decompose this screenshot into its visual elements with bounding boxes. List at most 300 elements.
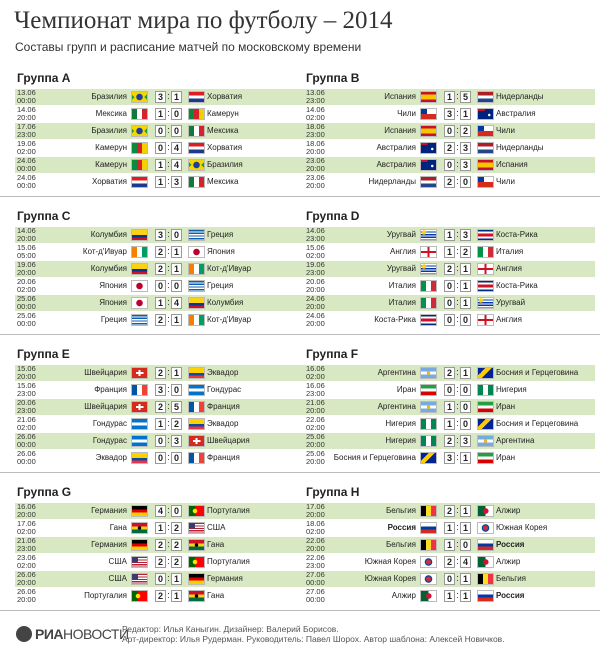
- mexico-flag-icon: [188, 125, 205, 137]
- group-block: [304, 485, 595, 605]
- home-team: Хорватия: [91, 177, 127, 186]
- match-date: 22.06: [306, 553, 325, 562]
- greece-flag-icon: [188, 280, 205, 292]
- match-row: [15, 295, 306, 311]
- honduras-flag-icon: [188, 384, 205, 396]
- spain-flag-icon: [477, 159, 494, 171]
- match-list: [304, 365, 595, 466]
- match-time: 20:00: [17, 577, 36, 587]
- score-separator: :: [456, 297, 459, 307]
- netherlands-flag-icon: [477, 142, 494, 154]
- score-separator: :: [167, 142, 170, 152]
- home-goals: 4: [155, 505, 166, 517]
- score-separator: :: [456, 91, 459, 101]
- match-row: [304, 588, 595, 604]
- greece-flag-icon: [188, 229, 205, 241]
- match-time: 23:00: [17, 405, 36, 415]
- match-time: 00:00: [17, 163, 36, 173]
- match-date: 24.06: [17, 173, 36, 182]
- match-date: 26.06: [17, 587, 36, 596]
- page-subtitle: Составы групп и расписание матчей по московскому времени: [15, 40, 362, 54]
- away-team: Португалия: [207, 557, 250, 566]
- home-goals: 1: [155, 176, 166, 188]
- argentina-flag-icon: [477, 435, 494, 447]
- match-list: [15, 503, 306, 604]
- match-list: [15, 89, 306, 190]
- section-divider: [0, 334, 600, 335]
- uruguay-flag-icon: [420, 263, 437, 275]
- match-time: 20:00: [306, 301, 325, 311]
- match-row: [15, 450, 306, 466]
- match-time: 05:00: [17, 250, 36, 260]
- home-goals: 3: [444, 108, 455, 120]
- match-date: 24.06: [17, 156, 36, 165]
- group-block: [15, 209, 306, 329]
- score-separator: :: [456, 590, 459, 600]
- match-list: [304, 503, 595, 604]
- home-team: Алжир: [391, 591, 416, 600]
- home-team: США: [108, 557, 127, 566]
- home-goals: 1: [155, 418, 166, 430]
- away-goals: 4: [171, 297, 182, 309]
- greece-flag-icon: [131, 314, 148, 326]
- away-team: Бельгия: [496, 574, 526, 583]
- home-goals: 1: [444, 522, 455, 534]
- away-team: Эквадор: [207, 368, 239, 377]
- match-date: 17.06: [306, 502, 325, 511]
- uruguay-flag-icon: [477, 297, 494, 309]
- match-date: 14.06: [17, 226, 36, 235]
- ecuador-flag-icon: [188, 367, 205, 379]
- score-separator: :: [456, 384, 459, 394]
- score-separator: :: [456, 280, 459, 290]
- match-time: 02:00: [17, 422, 36, 432]
- match-row: [304, 503, 595, 519]
- match-date: 22.06: [306, 415, 325, 424]
- home-goals: 3: [444, 452, 455, 464]
- home-team: Франция: [94, 385, 127, 394]
- match-date: 21.06: [17, 536, 36, 545]
- brazil-flag-icon: [188, 159, 205, 171]
- russia-flag-icon: [420, 522, 437, 534]
- south-korea-flag-icon: [420, 556, 437, 568]
- away-goals: 0: [171, 452, 182, 464]
- score-separator: :: [167, 367, 170, 377]
- away-goals: 1: [460, 505, 471, 517]
- home-team: Швейцария: [84, 368, 127, 377]
- match-date: 14.06: [306, 105, 325, 114]
- score-separator: :: [456, 125, 459, 135]
- away-goals: 1: [171, 590, 182, 602]
- match-date: 20.06: [17, 398, 36, 407]
- away-goals: 1: [460, 522, 471, 534]
- away-team: Гондурас: [207, 385, 242, 394]
- home-goals: 2: [444, 435, 455, 447]
- score-separator: :: [167, 522, 170, 532]
- match-date: 22.06: [306, 536, 325, 545]
- away-goals: 0: [460, 314, 471, 326]
- credits: [122, 624, 505, 644]
- japan-flag-icon: [131, 297, 148, 309]
- spain-flag-icon: [420, 125, 437, 137]
- match-time: 00:00: [17, 180, 36, 190]
- score-separator: :: [456, 314, 459, 324]
- match-time: 00:00: [17, 456, 36, 466]
- home-team: Германия: [91, 540, 127, 549]
- chile-flag-icon: [477, 176, 494, 188]
- match-time: 20:00: [17, 112, 36, 122]
- match-date: 16.06: [306, 381, 325, 390]
- away-team: Россия: [496, 540, 525, 549]
- group-block: [304, 209, 595, 329]
- home-team: Италия: [388, 281, 416, 290]
- switzerland-flag-icon: [131, 367, 148, 379]
- cameroon-flag-icon: [131, 159, 148, 171]
- argentina-flag-icon: [420, 367, 437, 379]
- match-date: 25.06: [306, 432, 325, 441]
- cameroon-flag-icon: [131, 142, 148, 154]
- match-time: 20:00: [306, 405, 325, 415]
- south-korea-flag-icon: [420, 573, 437, 585]
- match-row: [304, 278, 595, 294]
- match-date: 26.06: [17, 449, 36, 458]
- away-goals: 1: [171, 91, 182, 103]
- england-flag-icon: [477, 314, 494, 326]
- match-date: 21.06: [17, 415, 36, 424]
- match-row: [15, 571, 306, 587]
- away-goals: 1: [171, 573, 182, 585]
- iran-flag-icon: [477, 401, 494, 413]
- home-team: Швейцария: [84, 402, 127, 411]
- group-title: Группа H: [306, 485, 360, 499]
- away-team: США: [207, 523, 226, 532]
- match-time: 02:00: [306, 112, 325, 122]
- match-date: 15.06: [17, 243, 36, 252]
- nigeria-flag-icon: [477, 384, 494, 396]
- away-goals: 0: [171, 229, 182, 241]
- home-team: Нидерланды: [368, 177, 416, 186]
- score-separator: :: [456, 435, 459, 445]
- match-date: 26.06: [17, 570, 36, 579]
- home-goals: 1: [155, 297, 166, 309]
- away-goals: 3: [460, 159, 471, 171]
- group-block: [304, 71, 595, 191]
- score-separator: :: [167, 125, 170, 135]
- away-team: Швейцария: [207, 436, 250, 445]
- australia-flag-icon: [420, 142, 437, 154]
- match-date: 23.06: [306, 156, 325, 165]
- home-team: Коста-Рика: [374, 315, 416, 324]
- match-time: 23:00: [17, 129, 36, 139]
- home-goals: 2: [155, 314, 166, 326]
- page-title: Чемпионат мира по футболу – 2014: [14, 7, 393, 34]
- away-goals: 3: [460, 142, 471, 154]
- home-goals: 3: [155, 384, 166, 396]
- home-team: Иран: [396, 385, 416, 394]
- switzerland-flag-icon: [131, 401, 148, 413]
- match-row: [15, 382, 306, 398]
- score-separator: :: [456, 556, 459, 566]
- australia-flag-icon: [477, 108, 494, 120]
- honduras-flag-icon: [131, 418, 148, 430]
- score-separator: :: [167, 176, 170, 186]
- australia-flag-icon: [420, 159, 437, 171]
- away-goals: 0: [460, 418, 471, 430]
- match-time: 20:00: [17, 371, 36, 381]
- home-team: США: [108, 574, 127, 583]
- match-list: [15, 365, 306, 466]
- score-separator: :: [167, 556, 170, 566]
- home-goals: 2: [155, 263, 166, 275]
- away-goals: 0: [460, 539, 471, 551]
- home-goals: 0: [155, 125, 166, 137]
- home-team: Босния и Герцеговина: [333, 453, 416, 462]
- group-block: [15, 347, 306, 467]
- match-row: [15, 123, 306, 139]
- match-date: 15.06: [17, 364, 36, 373]
- match-time: 00:00: [306, 594, 325, 604]
- chile-flag-icon: [477, 125, 494, 137]
- footer: [16, 622, 586, 644]
- section-divider: [0, 610, 600, 611]
- score-separator: :: [167, 590, 170, 600]
- home-goals: 2: [444, 263, 455, 275]
- score-separator: :: [167, 297, 170, 307]
- away-team: Япония: [207, 247, 235, 256]
- match-time: 20:00: [17, 267, 36, 277]
- away-goals: 1: [171, 314, 182, 326]
- away-goals: 1: [460, 367, 471, 379]
- match-date: 18.06: [306, 519, 325, 528]
- match-row: [304, 106, 595, 122]
- match-date: 23.06: [17, 553, 36, 562]
- home-goals: 0: [444, 384, 455, 396]
- germany-flag-icon: [188, 573, 205, 585]
- home-team: Гондурас: [92, 419, 127, 428]
- croatia-flag-icon: [131, 176, 148, 188]
- away-team: Иран: [496, 402, 516, 411]
- match-row: [15, 174, 306, 190]
- away-goals: 3: [171, 435, 182, 447]
- home-team: Япония: [99, 281, 127, 290]
- away-goals: 0: [171, 125, 182, 137]
- home-team: Бразилия: [91, 126, 127, 135]
- match-time: 00:00: [17, 301, 36, 311]
- score-separator: :: [456, 505, 459, 515]
- ria-novosti-logo: [16, 626, 129, 642]
- match-list: [15, 227, 306, 328]
- score-separator: :: [456, 229, 459, 239]
- away-team: Нигерия: [496, 385, 527, 394]
- match-row: [304, 89, 595, 105]
- home-goals: 1: [444, 539, 455, 551]
- away-goals: 2: [171, 539, 182, 551]
- spain-flag-icon: [420, 91, 437, 103]
- away-team: Италия: [496, 247, 524, 256]
- match-time: 20:00: [306, 509, 325, 519]
- home-goals: 0: [444, 159, 455, 171]
- home-goals: 0: [444, 297, 455, 309]
- away-team: Нидерланды: [496, 143, 544, 152]
- match-row: [15, 140, 306, 156]
- home-team: Мексика: [95, 109, 127, 118]
- away-team: Англия: [496, 264, 522, 273]
- section-divider: [0, 472, 600, 473]
- home-goals: 1: [444, 590, 455, 602]
- match-date: 24.06: [306, 294, 325, 303]
- match-time: 00:00: [17, 439, 36, 449]
- match-row: [304, 520, 595, 536]
- home-goals: 2: [155, 246, 166, 258]
- group-title: Группа A: [17, 71, 71, 85]
- match-row: [15, 227, 306, 243]
- match-date: 24.06: [306, 311, 325, 320]
- away-team: Гана: [207, 591, 225, 600]
- away-team: Кот-д'Ивуар: [207, 315, 252, 324]
- ghana-flag-icon: [188, 590, 205, 602]
- away-team: Уругвай: [496, 298, 526, 307]
- score-separator: :: [167, 573, 170, 583]
- away-team: Хорватия: [207, 143, 243, 152]
- match-row: [15, 278, 306, 294]
- match-time: 20:00: [306, 180, 325, 190]
- ria-logo-icon: [16, 626, 32, 642]
- match-row: [304, 244, 595, 260]
- match-date: 19.06: [17, 139, 36, 148]
- home-team: Колумбия: [90, 230, 127, 239]
- home-goals: 1: [444, 229, 455, 241]
- belgium-flag-icon: [477, 573, 494, 585]
- croatia-flag-icon: [188, 91, 205, 103]
- score-separator: :: [456, 539, 459, 549]
- credits-line-2: Арт-директор: Илья Рудерман. Руководитель: Павел Шорох. Автор шаблона: Алексей Новичков.: [122, 634, 505, 644]
- group-title: Группа D: [306, 209, 360, 223]
- home-team: Чили: [397, 109, 416, 118]
- away-goals: 2: [460, 125, 471, 137]
- chile-flag-icon: [420, 108, 437, 120]
- home-goals: 1: [444, 91, 455, 103]
- germany-flag-icon: [131, 539, 148, 551]
- home-team: Испания: [384, 92, 416, 101]
- japan-flag-icon: [131, 280, 148, 292]
- match-row: [304, 537, 595, 553]
- home-team: Аргентина: [377, 368, 416, 377]
- away-goals: 2: [171, 418, 182, 430]
- score-separator: :: [167, 108, 170, 118]
- cameroon-flag-icon: [188, 108, 205, 120]
- away-goals: 1: [171, 367, 182, 379]
- score-separator: :: [456, 573, 459, 583]
- away-team: Аргентина: [496, 436, 535, 445]
- match-time: 02:00: [17, 526, 36, 536]
- match-date: 14.06: [306, 226, 325, 235]
- home-team: Аргентина: [377, 402, 416, 411]
- match-time: 20:00: [306, 146, 325, 156]
- brazil-flag-icon: [131, 91, 148, 103]
- italy-flag-icon: [420, 297, 437, 309]
- home-team: Колумбия: [90, 264, 127, 273]
- away-team: Греция: [207, 230, 234, 239]
- away-team: Франция: [207, 453, 240, 462]
- match-time: 02:00: [17, 146, 36, 156]
- home-goals: 0: [155, 452, 166, 464]
- away-goals: 1: [460, 590, 471, 602]
- away-team: Камерун: [207, 109, 239, 118]
- away-goals: 2: [460, 246, 471, 258]
- france-flag-icon: [188, 452, 205, 464]
- home-team: Бельгия: [386, 506, 416, 515]
- home-goals: 0: [444, 314, 455, 326]
- home-goals: 0: [155, 280, 166, 292]
- match-date: 21.06: [306, 398, 325, 407]
- home-goals: 3: [155, 91, 166, 103]
- away-team: Мексика: [207, 177, 239, 186]
- away-goals: 1: [460, 280, 471, 292]
- match-time: 20:00: [17, 509, 36, 519]
- group-title: Группа E: [17, 347, 70, 361]
- italy-flag-icon: [420, 280, 437, 292]
- match-date: 17.06: [17, 122, 36, 131]
- home-goals: 1: [155, 108, 166, 120]
- match-date: 16.06: [306, 364, 325, 373]
- ghana-flag-icon: [188, 539, 205, 551]
- home-goals: 1: [444, 246, 455, 258]
- score-separator: :: [167, 246, 170, 256]
- away-team: Австралия: [496, 109, 536, 118]
- match-time: 23:00: [306, 129, 325, 139]
- nigeria-flag-icon: [420, 418, 437, 430]
- group-title: Группа C: [17, 209, 71, 223]
- score-separator: :: [456, 522, 459, 532]
- home-goals: 2: [444, 367, 455, 379]
- away-team: Иран: [496, 453, 516, 462]
- match-row: [15, 503, 306, 519]
- match-time: 23:00: [17, 388, 36, 398]
- score-separator: :: [167, 229, 170, 239]
- home-team: Испания: [384, 126, 416, 135]
- score-separator: :: [167, 435, 170, 445]
- match-time: 23:00: [306, 560, 325, 570]
- match-list: [304, 227, 595, 328]
- home-team: Гондурас: [92, 436, 127, 445]
- home-team: Бразилия: [91, 92, 127, 101]
- match-date: 26.06: [17, 432, 36, 441]
- match-time: 02:00: [306, 422, 325, 432]
- match-row: [15, 433, 306, 449]
- match-row: [15, 520, 306, 536]
- croatia-flag-icon: [188, 142, 205, 154]
- portugal-flag-icon: [188, 505, 205, 517]
- usa-flag-icon: [131, 573, 148, 585]
- match-date: 14.06: [17, 105, 36, 114]
- home-goals: 2: [155, 367, 166, 379]
- mexico-flag-icon: [131, 108, 148, 120]
- ivory-coast-flag-icon: [188, 263, 205, 275]
- uruguay-flag-icon: [420, 229, 437, 241]
- belgium-flag-icon: [420, 505, 437, 517]
- home-goals: 2: [444, 505, 455, 517]
- russia-flag-icon: [477, 539, 494, 551]
- match-time: 23:00: [306, 95, 325, 105]
- home-goals: 3: [155, 229, 166, 241]
- bosnia-flag-icon: [477, 367, 494, 379]
- match-date: 18.06: [306, 139, 325, 148]
- home-goals: 1: [444, 418, 455, 430]
- away-team: Босния и Герцеговина: [496, 419, 579, 428]
- brazil-flag-icon: [131, 125, 148, 137]
- match-row: [15, 365, 306, 381]
- score-separator: :: [167, 159, 170, 169]
